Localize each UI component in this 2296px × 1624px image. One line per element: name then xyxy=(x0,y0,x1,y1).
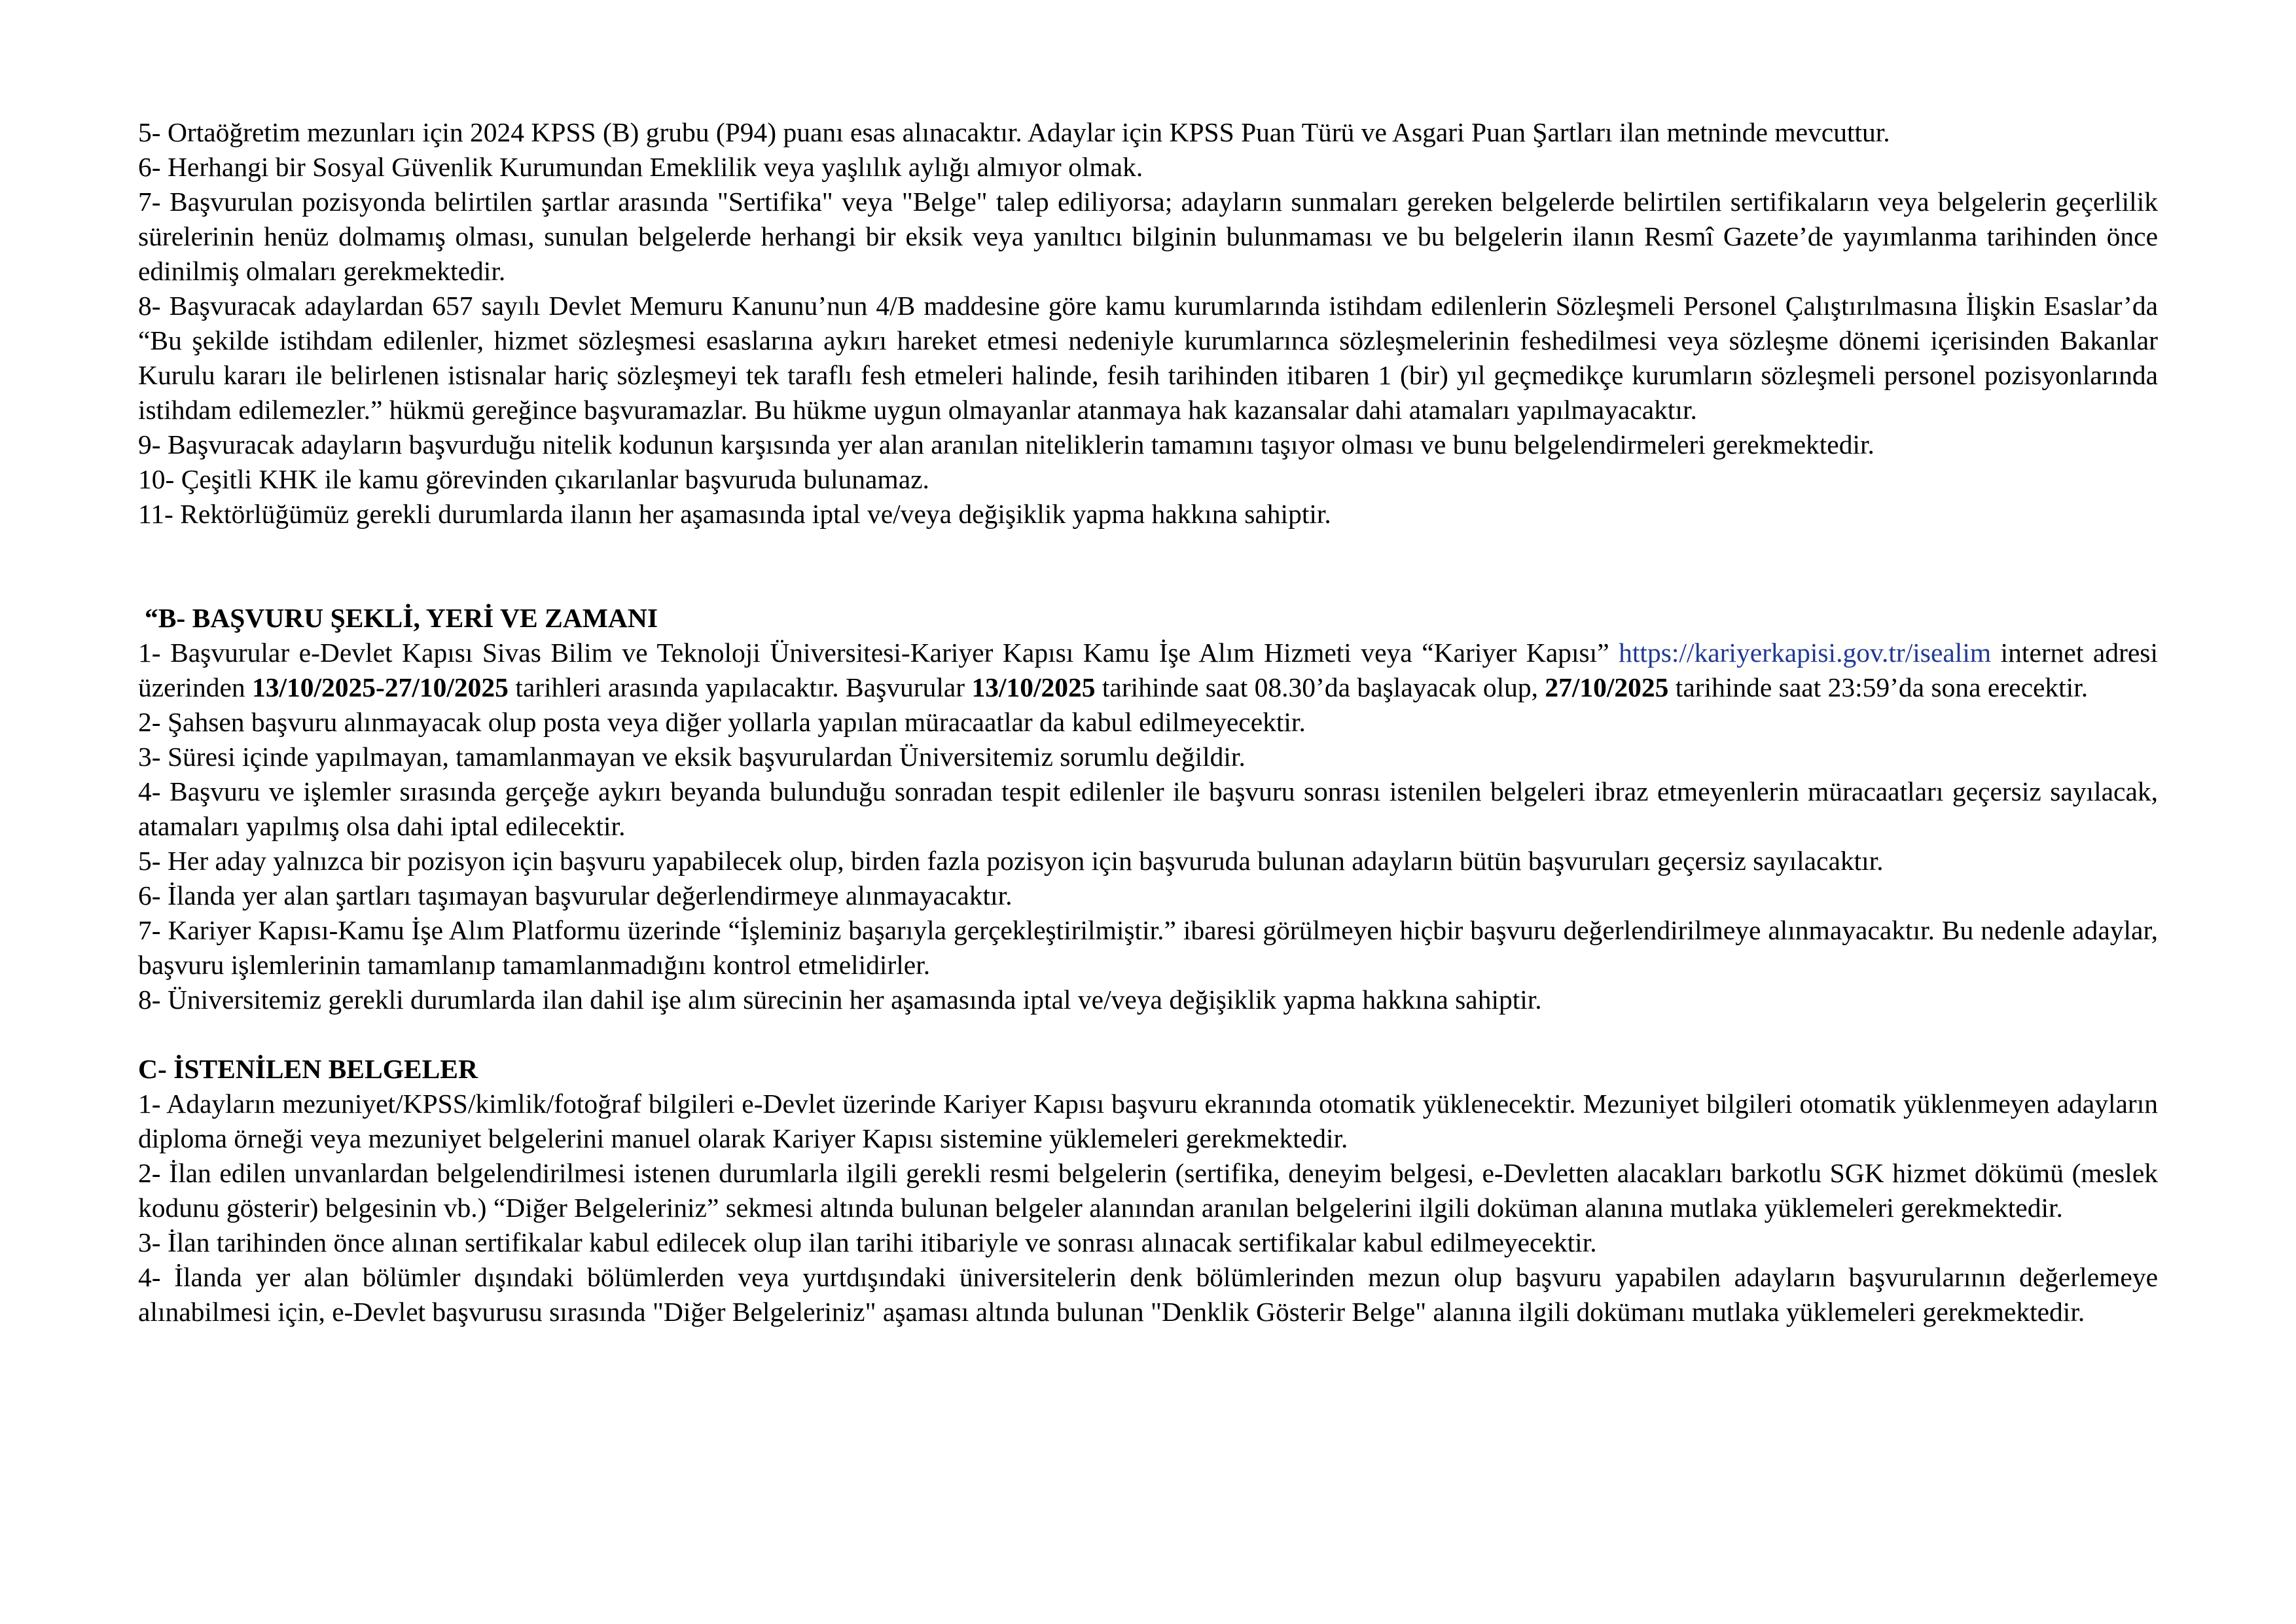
paragraph-a8: 8- Başvuracak adaylardan 657 sayılı Devlet Memuru Kanunu’nun 4/B maddesine göre kamu kurumlarında istihdam edilenlerin Sözleşmeli Personel Çalıştırılmasına İlişkin Esaslar’da “Bu şekilde istihdam edilenler, hizmet sözleşmesi esaslarına aykırı hareket etmesi nedeniyle kurumlarınca sözleşmelerinin feshedilmesi veya sözleşme dönemi içerisinden Bakanlar Kurulu kararı ile belirlenen istisnalar hariç sözleşmeyi tek taraflı fesh etmeleri halinde, fesih tarihinden itibaren 1 (bir) yıl geçmedikçe kurumların sözleşmeli personel pozisyonlarında istihdam edilemezler.” hükmü gereğince başvuramazlar. Bu hükme uygun olmayanlar atanmaya hak kazansalar dahi atamaları yapılmayacaktır. xyxy=(138,291,2158,425)
paragraph-c1: 1- Adayların mezuniyet/KPSS/kimlik/fotoğraf bilgileri e-Devlet üzerinde Kariyer Kapısı başvuru ekranında otomatik yüklenecektir. Mezuniyet bilgileri otomatik yüklenmeyen adayların diploma örneği veya mezuniyet belgelerini manuel olarak Kariyer Kapısı sistemine yüklemeleri gerekmektedir. xyxy=(138,1089,2158,1153)
spacer xyxy=(138,1017,2158,1052)
start-date: 13/10/2025 xyxy=(971,672,1096,702)
b1-text-2: internet adresi üzerinden xyxy=(138,638,2158,702)
spacer xyxy=(138,532,2158,601)
paragraph-b7: 7- Kariyer Kapısı-Kamu İşe Alım Platformu üzerinde “İşleminiz başarıyla gerçekleştirilmiştir.” ibaresi görülmeyen hiçbir başvuru değerlendirilmeye alınmayacaktır. Bu nedenle adaylar, başvuru işlemlerinin tamamlanıp tamamlanmadığını kontrol etmelidirler. xyxy=(138,915,2158,980)
paragraph-a5: 5- Ortaöğretim mezunları için 2024 KPSS (B) grubu (P94) puanı esas alınacaktır. Adaylar için KPSS Puan Türü ve Asgari Puan Şartları ilan metninde mevcuttur. xyxy=(138,117,1890,147)
paragraph-b6: 6- İlanda yer alan şartları taşımayan başvurular değerlendirmeye alınmayacaktır. xyxy=(138,880,1013,911)
paragraph-c2: 2- İlan edilen unvanlardan belgelendirilmesi istenen durumlarla ilgili gerekli resmi belgelerin (sertifika, deneyim belgesi, e-Devletten alacakları barkotlu SGK hizmet dökümü (meslek kodunu gösterir) belgesinin vb.) “Diğer Belgeleriniz” sekmesi altında bulunan belgeler alanından aranılan belgelerini ilgili doküman alanına mutlaka yüklemeleri gerekmektedir. xyxy=(138,1158,2158,1223)
paragraph-b8: 8- Üniversitemiz gerekli durumlarda ilan dahil işe alım sürecinin her aşamasında iptal ve/veya değişiklik yapma hakkına sahiptir. xyxy=(138,984,1542,1015)
paragraph-b2: 2- Şahsen başvuru alınmayacak olup posta veya diğer yollarla yapılan müracaatlar da kabul edilmeyecektir. xyxy=(138,707,1306,737)
section-a-tail xyxy=(138,115,2158,532)
paragraph-b3: 3- Süresi içinde yapılmayan, tamamlanmayan ve eksik başvurulardan Üniversitemiz sorumlu değildir. xyxy=(138,742,1246,772)
application-period: 13/10/2025-27/10/2025 xyxy=(251,672,509,702)
section-c xyxy=(138,1052,2158,1329)
kariyer-kapisi-link[interactable]: https://kariyerkapisi.gov.tr/isealim xyxy=(1619,638,1992,668)
section-c-heading: C- İSTENİLEN BELGELER xyxy=(138,1054,478,1084)
b1-text-3: tarihleri arasında yapılacaktır. Başvurular xyxy=(508,672,972,702)
section-b xyxy=(138,601,2158,1017)
paragraph-a11: 11- Rektörlüğümüz gerekli durumlarda ilanın her aşamasında iptal ve/veya değişiklik yapma hakkına sahiptir. xyxy=(138,499,1331,529)
paragraph-a9: 9- Başvuracak adayların başvurduğu nitelik kodunun karşısında yer alan aranılan niteliklerin tamamını taşıyor olması ve bunu belgelendirmeleri gerekmektedir. xyxy=(138,429,1874,460)
section-b-heading: “B- BAŞVURU ŞEKLİ, YERİ VE ZAMANI xyxy=(145,603,658,633)
paragraph-b4: 4- Başvuru ve işlemler sırasında gerçeğe aykırı beyanda bulunduğu sonradan tespit edilenler ile başvuru sonrası istenilen belgeleri ibraz etmeyenlerin müracaatları geçersiz sayılacak, atamaları yapılmış olsa dahi iptal edilecektir. xyxy=(138,776,2158,841)
paragraph-a7: 7- Başvurulan pozisyonda belirtilen şartlar arasında "Sertifika" veya "Belge" talep ediliyorsa; adayların sunmaları gereken belgelerde belirtilen sertifikaların veya belgelerin geçerlilik sürelerinin henüz dolmamış olması, sunulan belgelerde herhangi bir eksik veya yanıltıcı bilginin bulunmaması ve bu belgelerin ilanın Resmî Gazete’de yayımlanma tarihinden önce edinilmiş olmaları gerekmektedir. xyxy=(138,187,2158,286)
paragraph-a6: 6- Herhangi bir Sosyal Güvenlik Kurumundan Emeklilik veya yaşlılık aylığı almıyor olmak. xyxy=(138,152,1143,182)
document-page xyxy=(138,115,2158,1329)
b1-text-5: tarihinde saat 23:59’da sona erecektir. xyxy=(1668,672,2089,702)
paragraph-a10: 10- Çeşitli KHK ile kamu görevinden çıkarılanlar başvuruda bulunamaz. xyxy=(138,464,929,494)
b1-text-1: 1- Başvurular e-Devlet Kapısı Sivas Bilim ve Teknoloji Üniversitesi-Kariyer Kapısı Kamu İşe Alım Hizmeti veya “Kariyer Kapısı” xyxy=(138,638,1619,668)
paragraph-c3: 3- İlan tarihinden önce alınan sertifikalar kabul edilecek olup ilan tarihi itibariyle ve sonrası alınacak sertifikalar kabul edilmeyecektir. xyxy=(138,1227,1597,1257)
paragraph-b5: 5- Her aday yalnızca bir pozisyon için başvuru yapabilecek olup, birden fazla pozisyon için başvuruda bulunan adayların bütün başvuruları geçersiz sayılacaktır. xyxy=(138,846,1884,876)
end-date: 27/10/2025 xyxy=(1545,672,1669,702)
paragraph-c4: 4- İlanda yer alan bölümler dışındaki bölümlerden veya yurtdışındaki üniversitelerin denk bölümlerinden mezun olup başvuru yapabilen adayların başvurularının değerlemeye alınabilmesi için, e-Devlet başvurusu sırasında "Diğer Belgeleriniz" aşaması altında bulunan "Denklik Gösterir Belge" alanına ilgili dokümanı mutlaka yüklemeleri gerekmektedir. xyxy=(138,1262,2158,1327)
paragraph-b1 xyxy=(138,636,2158,705)
b1-text-4: tarihinde saat 08.30’da başlayacak olup, xyxy=(1095,672,1545,702)
